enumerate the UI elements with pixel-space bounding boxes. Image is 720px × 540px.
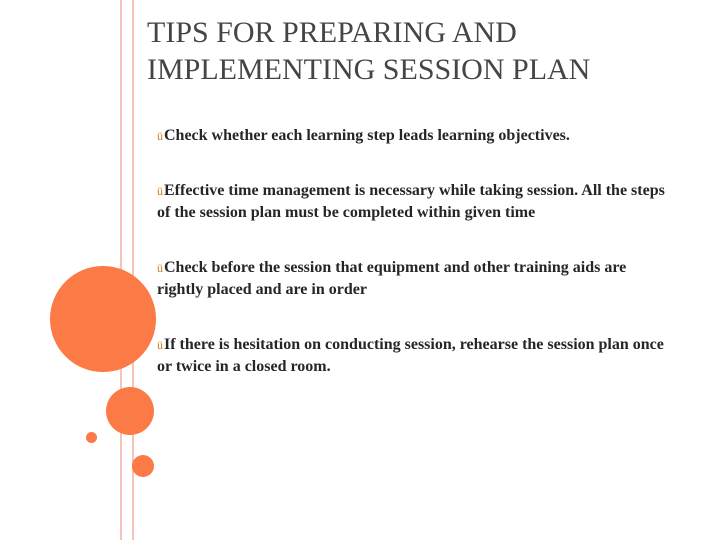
bullet-text: Effective time management is necessary while taking session. All the steps of the session plan must be completed within given time [157,182,665,221]
decor-circle-large [50,266,156,372]
bullet-item [157,334,667,378]
check-icon: ü [157,129,163,143]
bullet-item [157,180,667,224]
bullet-text: If there is hesitation on conducting session, rehearse the session plan once or twice in a closed room. [157,336,664,375]
decor-circle-tiny [86,432,97,443]
bullet-item [157,257,667,301]
check-icon: ü [157,261,163,275]
bullet-text: Check whether each learning step leads learning objectives. [164,127,570,144]
check-icon: ü [157,338,163,352]
bullet-item [157,125,667,147]
slide-title: TIPS FOR PREPARING AND IMPLEMENTING SESSION PLAN [147,16,591,86]
check-icon: ü [157,184,163,198]
decor-circle-small [132,455,154,477]
bullet-text: Check before the session that equipment and other training aids are rightly placed and are in order [157,259,627,298]
decor-circle-medium [106,387,154,435]
